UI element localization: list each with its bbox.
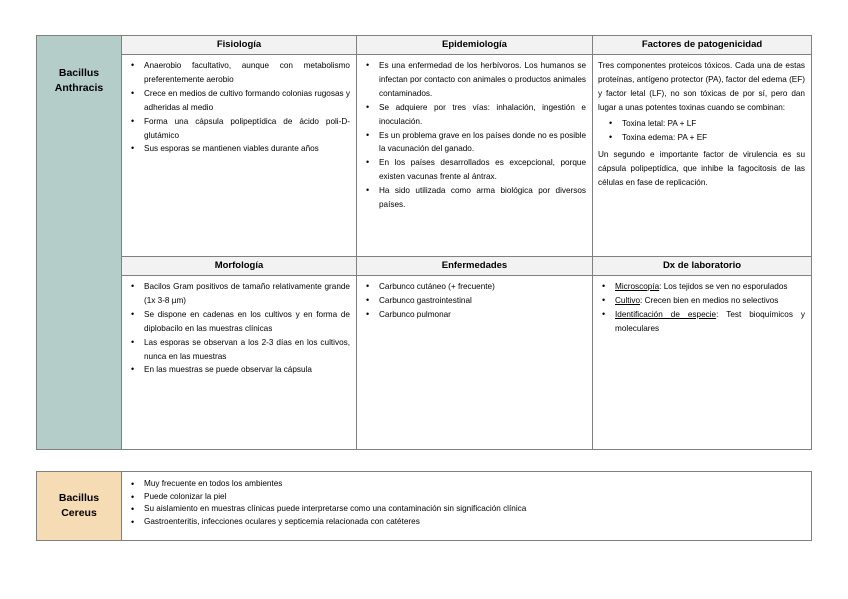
enfermedades-cell [357,276,593,450]
cereus-name-line2: Cereus [61,507,97,519]
list-item: • Toxina edema: PA + EF [622,131,805,145]
epidemiologia-list [357,55,592,214]
dx-text: : Crecen bien en medios no selectivos [640,295,779,305]
dx-cell [593,276,812,450]
anthracis-table [36,35,812,450]
list-item: • Ha sido utilizada como arma biológica por diversos países. [379,184,586,212]
list-item: • Carbunco gastrointestinal [379,294,586,308]
toxins-list [598,115,805,149]
list-item: • Gastroenteritis, infecciones oculares y septicemia relacionada con catéteres [144,516,805,529]
list-item: • Su aislamiento en muestras clínicas puede interpretarse como una contaminación sin significación clínica [144,503,805,516]
list-item: • Carbunco cutáneo (+ frecuente) [379,280,586,294]
dx-text: : Test bioquímicos y moleculares [615,309,806,333]
enfermedades-list [357,276,592,324]
dx-list [593,276,811,338]
list-item: • En las muestras se puede observar la cápsula [144,363,350,377]
cereus-table [36,471,812,541]
fisiologia-list [122,55,356,158]
list-item: • Muy frecuente en todos los ambientes [144,478,805,491]
factores-second: Un segundo e importante factor de virulencia es su cápsula polipeptídica, que inhibe la fagocitosis de las células en fase de replicación. [598,150,805,188]
list-item: • Las esporas se observan a los 2-3 días en los cultivos, nunca en las muestras [144,336,350,364]
dx-term: Cultivo [615,295,641,305]
dx-term: Microscopía [615,282,660,291]
list-item [615,280,805,294]
list-item: • Se adquiere por tres vías: inhalación, ingestión e inoculación. [379,101,586,129]
cereus-cell [122,472,812,541]
list-item: • Se dispone en cadenas en los cultivos y en forma de diplobacilo en las muestras clínicas [144,308,350,336]
anthracis-label [37,36,122,450]
list-item: • Carbunco pulmonar [379,308,586,322]
dx-text: : Los tejidos se ven no esporulados [659,282,788,291]
list-item: • Puede colonizar la piel [144,491,805,504]
cereus-name-line1: Bacillus [58,492,100,504]
dx-header: Dx de laboratorio [593,257,812,276]
fisiologia-header: Fisiología [122,36,357,55]
dx-term: Identificación de especie [615,309,717,319]
list-item: • En los países desarrollados es excepcional, porque existen vacunas frente al ántrax. [379,156,586,184]
list-item: • Es una enfermedad de los herbívoros. Los humanos se infectan por contacto con animales o productos animales contaminados. [379,59,586,101]
anthracis-name-line1: Bacillus [58,67,100,79]
cereus-label [37,472,122,541]
list-item [615,308,805,336]
list-item [615,294,805,308]
anthracis-name-line2: Anthracis [54,82,104,94]
list-item: • Es un problema grave en los países donde no es posible la vacunación del ganado. [379,129,586,157]
cereus-list [122,472,811,532]
factores-header: Factores de patogenicidad [593,36,812,55]
list-item: • Toxina letal: PA + LF [622,117,805,131]
list-item: • Bacilos Gram positivos de tamaño relativamente grande (1x 3-8 µm) [144,280,350,308]
morfologia-header: Morfología [122,257,357,276]
factores-intro: Tres componentes proteicos tóxicos. Cada una de estas proteínas, antígeno protector (PA), factor del edema (EF) y factor letal (LF), no son tóxicas de por sí, pero dan lugar a unas potentes toxinas cuando se combinan: [598,61,805,112]
list-item: • Anaerobio facultativo, aunque con metabolismo preferentemente aerobio [144,59,350,87]
list-item: • Crece en medios de cultivo formando colonias rugosas y adheridas al medio [144,87,350,115]
morfologia-list [122,276,356,379]
list-item: • Sus esporas se mantienen viables durante años [144,142,350,156]
enfermedades-header: Enfermedades [357,257,593,276]
factores-cell [593,55,812,257]
epidemiologia-header: Epidemiología [357,36,593,55]
fisiologia-cell [122,55,357,257]
epidemiologia-cell [357,55,593,257]
list-item: • Forma una cápsula polipeptídica de ácido poli-D-glutámico [144,115,350,143]
morfologia-cell [122,276,357,450]
